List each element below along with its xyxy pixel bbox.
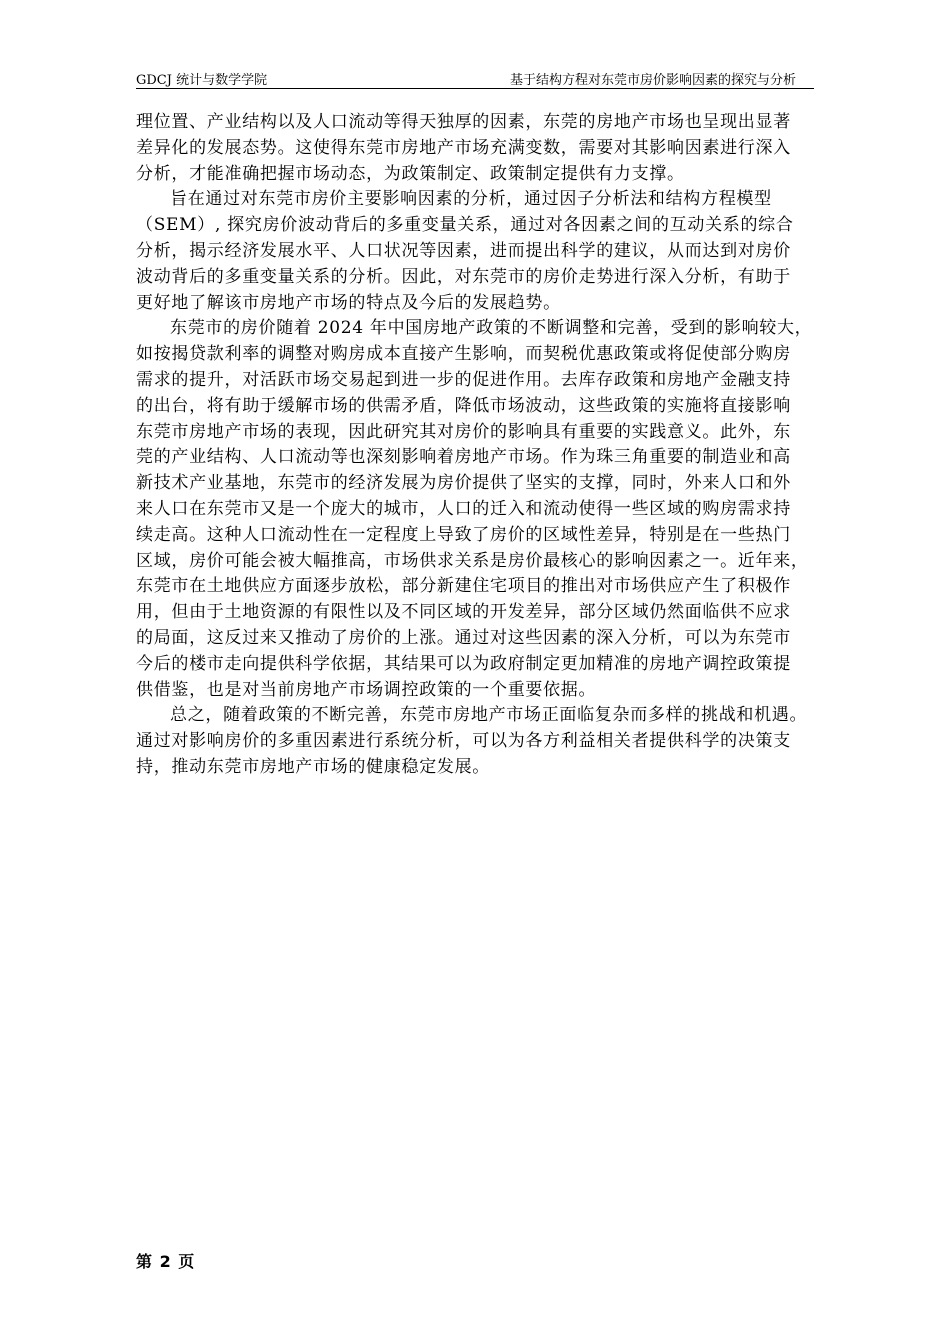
text-line: 差异化的发展态势。这使得东莞市房地产市场充满变数，需要对其影响因素进行深入 [136,137,791,158]
page-number: 第 2 页 [136,1252,196,1271]
text-line: 需求的提升，对活跃市场交易起到进一步的促进作用。去库存政策和房地产金融支持 [136,369,791,390]
text-line: 区域，房价可能会被大幅推高，市场供求关系是房价最核心的影响因素之一。近年来， [136,550,809,571]
main-body [136,110,852,781]
text-line: 用，但由于土地资源的有限性以及不同区域的开发差异，部分区域仍然面临供不应求 [136,602,791,623]
text-line: 更好地了解该市房地产市场的特点及今后的发展趋势。 [136,292,561,313]
paragraph-1 [136,110,852,187]
text-line: 的出台，将有助于缓解市场的供需矛盾，降低市场波动，这些政策的实施将直接影响 [136,395,791,416]
text-line: 旨在通过对东莞市房价主要影响因素的分析，通过因子分析法和结构方程模型 [170,189,772,210]
text-line: （SEM）, 探究房价波动背后的多重变量关系，通过对各因素之间的互动关系的综合 [136,215,794,236]
text-line: 莞的产业结构、人口流动等也深刻影响着房地产市场。作为珠三角重要的制造业和高 [136,447,791,468]
paragraph-4 [136,703,852,780]
text-line: 供借鉴，也是对当前房地产市场调控政策的一个重要依据。 [136,679,597,700]
header-thesis-title: 基于结构方程对东莞市房价影响因素的探究与分析 [509,73,796,88]
text-line: 东莞市的房价随着 2024 年中国房地产政策的不断调整和完善，受到的影响较大， [170,318,813,339]
text-line: 新技术产业基地，东莞市的经济发展为房价提供了坚实的支撑，同时，外来人口和外 [136,473,791,494]
text-line: 通过对影响房价的多重因素进行系统分析，可以为各方利益相关者提供科学的决策支 [136,731,791,752]
text-line: 的局面，这反过来又推动了房价的上涨。通过对这些因素的深入分析，可以为东莞市 [136,627,791,648]
text-line: 东莞市房地产市场的表现，因此研究其对房价的影响具有重要的实践意义。此外，东 [136,421,791,442]
text-line: 来人口在东莞市又是一个庞大的城市，人口的迁入和流动使得一些区域的购房需求持 [136,498,791,519]
page-header [136,68,814,89]
text-line: 分析，揭示经济发展水平、人口状况等因素，进而提出科学的建议，从而达到对房价 [136,240,791,261]
text-line: 总之，随着政策的不断完善，东莞市房地产市场正面临复杂而多样的挑战和机遇。 [170,705,808,726]
text-line: 续走高。这种人口流动性在一定程度上导致了房价的区域性差异，特别是在一些热门 [136,524,791,545]
text-line: 如按揭贷款利率的调整对购房成本直接产生影响，而契税优惠政策或将促使部分购房 [136,344,791,365]
paragraph-2 [136,187,852,316]
text-line: 理位置、产业结构以及人口流动等得天独厚的因素，东莞的房地产市场也呈现出显著 [136,112,791,132]
header-institution: GDCJ 统计与数学学院 [136,73,268,88]
paragraph-3 [136,316,852,703]
text-line: 东莞市在土地供应方面逐步放松，部分新建住宅项目的推出对市场供应产生了积极作 [136,576,791,597]
text-line: 今后的楼市走向提供科学依据，其结果可以为政府制定更加精准的房地产调控政策提 [136,653,791,674]
text-line: 持，推动东莞市房地产市场的健康稳定发展。 [136,756,490,777]
text-line: 波动背后的多重变量关系的分析。因此，对东莞市的房价走势进行深入分析，有助于 [136,266,791,287]
text-line: 分析，才能准确把握市场动态，为政策制定、政策制定提供有力支撑。 [136,163,685,184]
